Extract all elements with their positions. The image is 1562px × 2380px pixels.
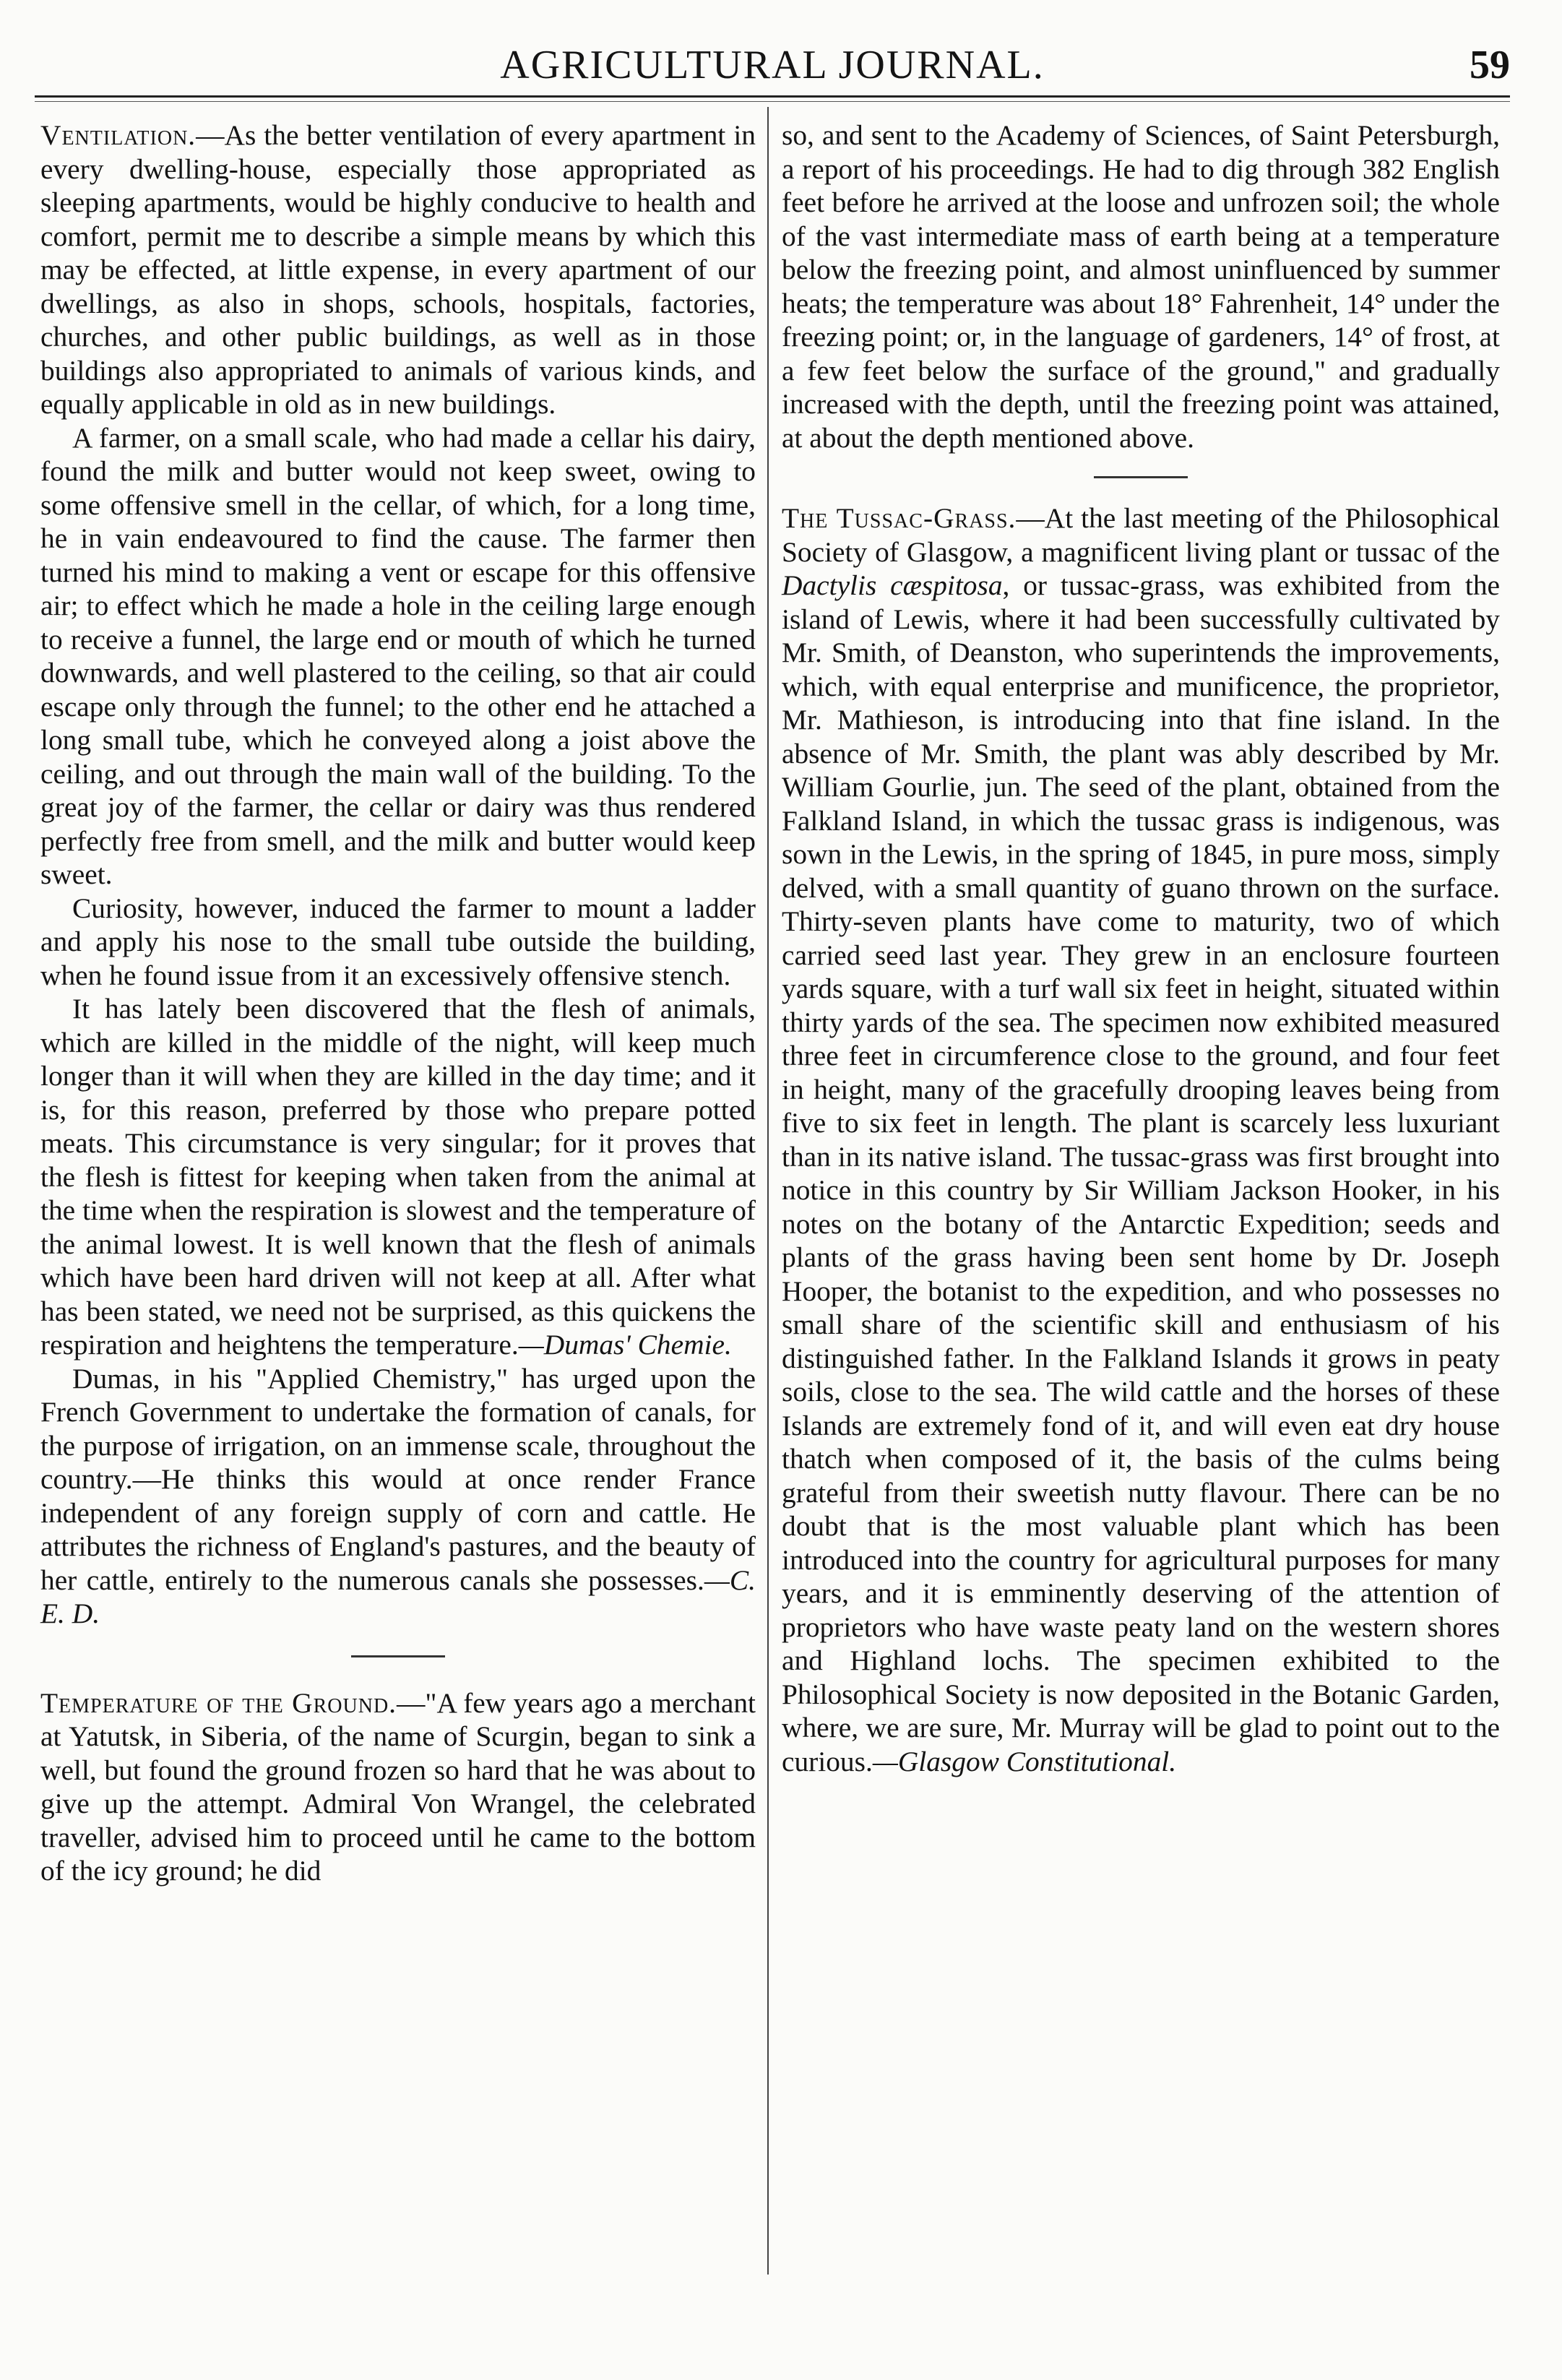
running-title: AGRICULTURAL JOURNAL.: [500, 43, 1045, 87]
canals-text: Dumas, in his "Applied Chemistry," has urged upon the French Government to undertake the formation of canals, for the purpose of irrigation, on an immense scale, throughout the country.—He thinks this would at once render France independent of any foreign supply of corn and cattle. He attributes the richness of England's pastures, and the beauty of her cattle, entirely to the numerous canals she possesses.: [40, 1362, 756, 1596]
column-divider: [767, 107, 769, 2275]
species-name: Dactylis cæspitosa: [782, 569, 1003, 601]
glasgow-source: —Glasgow Constitutional.: [872, 1745, 1177, 1777]
ventilation-heading: Ventilation.: [40, 119, 197, 151]
ced-signature: —C. E. D.: [40, 1564, 756, 1629]
left-column: [40, 118, 756, 1888]
ventilation-paragraph-3: Curiosity, however, induced the farmer to mount a ladder and apply his nose to the small tube outside the building, when he found issue from it an excessively offensive stench.: [40, 892, 756, 991]
ventilation-paragraph-5: [40, 1362, 756, 1631]
section-separator: [351, 1655, 445, 1657]
dumas-source: —Dumas' Chemie.: [518, 1329, 732, 1361]
page-header: [35, 42, 1510, 88]
tussac-paragraph: [782, 501, 1500, 1778]
header-rule-thin: [35, 101, 1510, 102]
section-separator-right: [1094, 476, 1188, 478]
tussac-heading: The Tussac-Grass.: [782, 502, 1017, 534]
temperature-paragraph-1: [40, 1686, 756, 1888]
ventilation-paragraph-2: A farmer, on a small scale, who had made a cellar his dairy, found the milk and butter would not keep sweet, owing to some offensive smell in the cellar, of which, for a long time, he in vain endeavoured to find the cause. The farmer then turned his mind to making a vent or escape for this offensive air; to effect which he made a hole in the ceiling large enough to receive a funnel, the large end or mouth of which he turned downwards, and well plastered to the ceiling, so that air could escape only through the funnel; to the other end he attached a long small tube, which he conveyed along a joist above the ceiling, and out through the main wall of the building. To the great joy of the farmer, the cellar or dairy was thus rendered perfectly free from smell, and the milk and butter would keep sweet.: [40, 421, 756, 890]
header-rule: [35, 95, 1510, 98]
ventilation-paragraph-1: [40, 118, 756, 421]
temperature-continuation: so, and sent to the Academy of Sciences, of Saint Petersburgh, a report of his proceedings. He had to dig through 382 English feet before he arrived at the loose and unfrozen soil; the whole of the vast intermediate mass of earth being at a temperature below the freezing point, and almost uninfluenced by summer heats; the temperature was about 18° Fahrenheit, 14° under the freezing point; or, in the language of gardeners, 14° of frost, at a few feet below the surface of the ground," and gradually increased with the depth, until the freezing point was attained, at about the depth mentioned above.: [782, 119, 1500, 454]
ventilation-p1-text: —As the better ventilation of every apartment in every dwelling-house, especially those appropriated as sleeping apartments, would be highly conducive to health and comfort, permit me to describe a simple means by which this may be effected, at little expense, in every apartment of our dwellings, as also in shops, schools, hospitals, factories, churches, and other public buildings, as well as in those buildings also appropriated to animals of various kinds, and equally applicable in old as in new buildings.: [40, 119, 756, 420]
right-column: [782, 118, 1500, 1778]
flesh-text: It has lately been discovered that the flesh of animals, which are killed in the middle of the night, will keep much longer than it will when they are killed in the day time; and it is, for this reason, preferred by those who prepare potted meats. This circumstance is very singular; for it proves that the flesh is fittest for keeping when taken from the animal at the time when the respiration is slowest and the temperature of the animal lowest. It is well known that the flesh of animals which have been hard driven will not keep at all. After what has been stated, we need not be surprised, as this quickens the respiration and heightens the temperature.: [40, 993, 756, 1361]
temperature-heading: Temperature of the Ground.: [40, 1686, 397, 1719]
page-number: 59: [1470, 43, 1510, 87]
ventilation-paragraph-4: [40, 992, 756, 1362]
tussac-text-a: —At the last meeting of the Philosophical Society of Glasgow, a magnificent living plant or tussac of the: [782, 502, 1500, 568]
tussac-text-b: , or tussac-grass, was exhibited from the island of Lewis, where it had been successfully cultivated by Mr. Smith, of Deanston, who superintends the improvements, which, with equal enterprise and munificence, the proprietor, Mr. Mathieson, is introducing into that fine island. In the absence of Mr. Smith, the plant was ably described by Mr. William Gourlie, jun. The seed of the plant, obtained from the Falkland Island, in which the tussac grass is indigenous, was sown in the Lewis, in the spring of 1845, in pure moss, simply delved, with a small quantity of guano thrown on the surface. Thirty-seven plants have come to maturity, two of which carried seed last year. They grew in an enclosure fourteen yards square, with a turf wall six feet in height, situated within thirty yards of the sea. The specimen now exhibited measured three feet in circumference close to the ground, and four feet in height, many of the gracefully drooping leaves being from five to six feet in length. The plant is scarcely less luxuriant than in its native island. The tussac-grass was first brought into notice in this country by Sir William Jackson Hooker, in his notes on the botany of the Antarctic Expedition; seeds and plants of the grass having been sent home by Dr. Joseph Hooper, the botanist to the expedition, and who possesses no small share of the scientific skill and enthusiasm of his distinguished father. In the Falkland Islands it grows in peaty soils, close to the sea. The wild cattle and the horses of these Islands are extremely fond of it, and will even eat dry house thatch when composed of it, the basis of the culms being grateful from their sweetish nutty flavour. There can be no doubt that is the most valuable plant which has been introduced into the country for agricultural purposes for many years, and it is emminently deserving of the attention of proprietors who have waste peaty land on the western shores and Highland lochs. The specimen exhibited to the Philosophical Society is now deposited in the Botanic Garden, where, we are sure, Mr. Murray will be glad to point out to the curious.: [782, 569, 1500, 1777]
temperature-p1-text: —"A few years ago a merchant at Yatutsk, in Siberia, of the name of Scurgin, began to sink a well, but found the ground frozen so hard that he was about to give up the attempt. Admiral Von Wrangel, the celebrated traveller, advised him to proceed until he came to the bottom of the icy ground; he did: [40, 1686, 756, 1887]
